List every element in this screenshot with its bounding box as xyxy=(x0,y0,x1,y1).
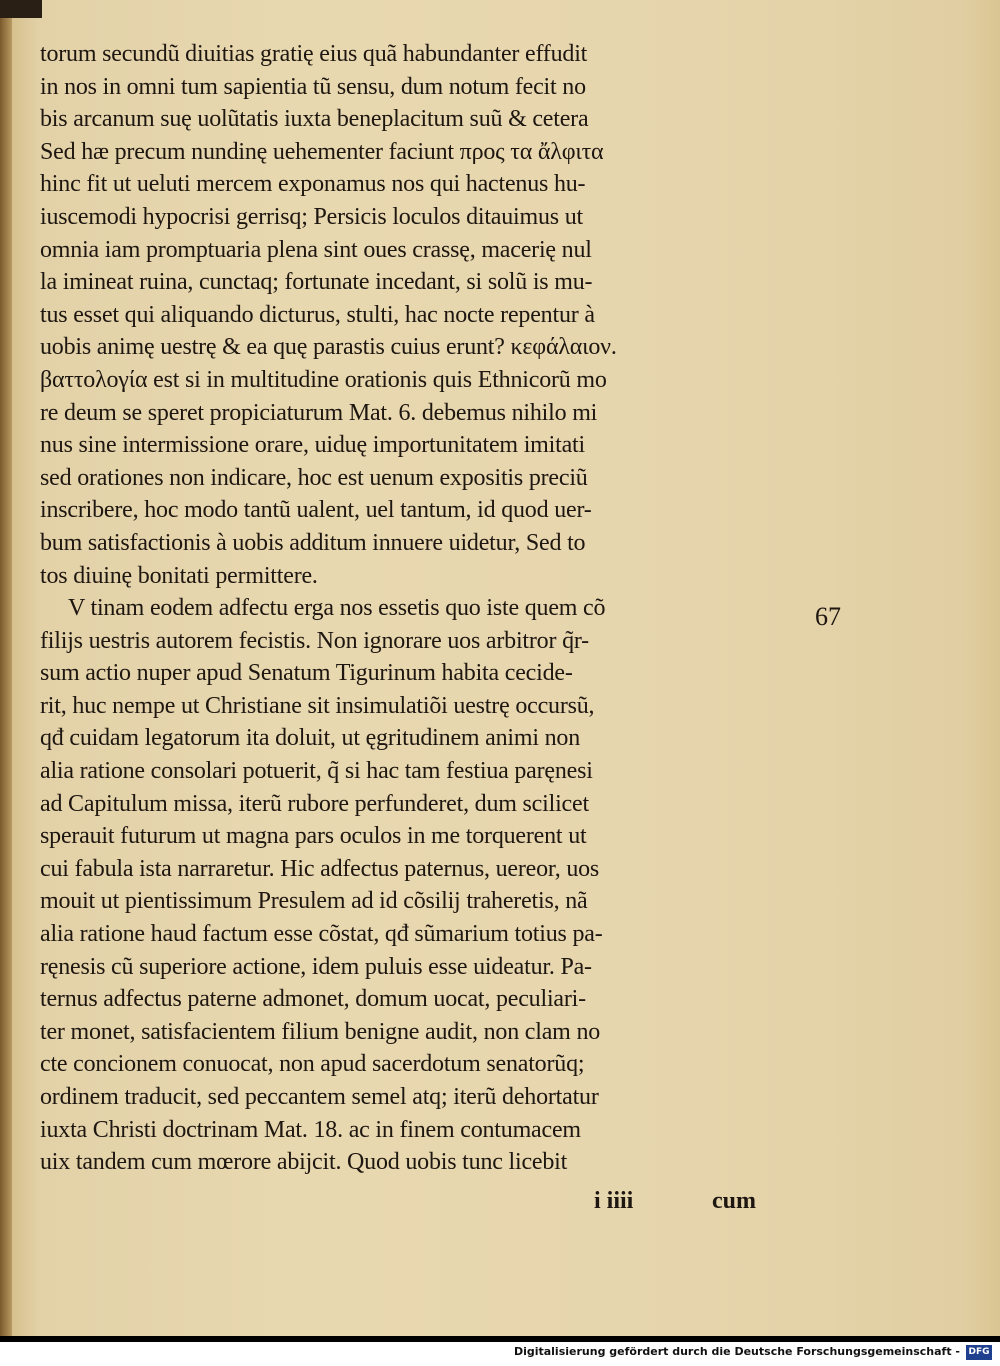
text-line: ręnesis cũ superiore actione, idem puluis esse uideatur. Pa- xyxy=(40,953,592,980)
dfg-logo: DFG xyxy=(966,1345,992,1360)
text-line: bum satisfactionis à uobis additum innuere uidetur, Sed to xyxy=(40,529,586,556)
text-line: sum actio nuper apud Senatum Tigurinum habita cecide- xyxy=(40,660,573,687)
text-line: ordinem traducit, sed peccantem semel atq; iterũ dehortatur xyxy=(40,1084,599,1110)
text-line: tos diuinę bonitati permittere. xyxy=(40,562,318,589)
signature-mark: i iiii xyxy=(594,1188,634,1214)
text-line: tus esset qui aliquando dicturus, stulti, hac nocte repentur à xyxy=(40,301,595,328)
footer-bar xyxy=(0,1342,1000,1366)
page-corner xyxy=(0,0,42,18)
text-line: re deum se speret propiciaturum Mat. 6. debemus nihilo mi xyxy=(40,399,598,426)
footer-credit: Digitalisierung gefördert durch die Deutsche Forschungsgemeinschaft - xyxy=(513,1345,960,1358)
text-line: rit, huc nempe ut Christiane sit insimulatiõi uestrę occursũ, xyxy=(40,692,595,719)
page-number: 67 xyxy=(815,602,841,631)
catchword: cum xyxy=(712,1188,756,1214)
text-line: Sed hæ precum nundinę uehementer faciunt προς τα ἄλφιτα xyxy=(40,138,604,165)
text-line: omnia iam promptuaria plena sint oues crassę, macerię nul xyxy=(40,236,592,263)
text-line: qđ cuidam legatorum ita doluit, ut ęgritudinem animi non xyxy=(40,725,581,752)
text-line: mouit ut pientissimum Presulem ad id cõsilij traheretis, nã xyxy=(40,888,588,915)
text-line: uobis animę uestrę & ea quę parastis cuius erunt? κεφάλαιον. xyxy=(40,334,617,361)
text-line: uix tandem cum mœrore abijcit. Quod uobis tunc licebit xyxy=(40,1149,568,1176)
text-line: alia ratione haud factum esse cõstat, qđ sũmarium totius pa- xyxy=(40,921,603,948)
text-line: ternus adfectus paterne admonet, domum uocat, peculiari- xyxy=(40,986,586,1013)
text-line: iuscemodi hypocrisi gerrisq; Persicis loculos ditauimus ut xyxy=(40,203,584,230)
text-line: la imineat ruina, cunctaq; fortunate incedant, si solũ is mu- xyxy=(40,269,593,296)
text-line: sperauit futurum ut magna pars oculos in me torquerent ut xyxy=(40,823,587,850)
page-gutter xyxy=(0,0,12,1336)
text-line: ter monet, satisfacientem filium benigne audit, non clam no xyxy=(40,1018,601,1045)
text-line: nus sine intermissione orare, uiduę importunitatem imitati xyxy=(40,432,585,459)
text-line: torum secundũ diuitias gratię eius quã habundanter effudit xyxy=(40,41,588,67)
text-line: sed orationes non indicare, hoc est uenum expositis preciũ xyxy=(40,464,588,491)
text-line: alia ratione consolari potuerit, q̃ si hac tam festiua paręnesi xyxy=(40,758,593,785)
text-line: inscribere, hoc modo tantũ ualent, uel tantum, id quod uer- xyxy=(40,497,592,524)
text-line: ad Capitulum missa, iterũ rubore perfunderet, dum scilicet xyxy=(40,790,589,817)
text-line: iuxta Christi doctrinam Mat. 18. ac in finem contumacem xyxy=(40,1116,581,1143)
text-line: filijs uestris autorem fecistis. Non ignorare uos arbitror q̃r- xyxy=(40,627,589,654)
text-line: in nos in omni tum sapientia tũ sensu, dum notum fecit no xyxy=(40,73,586,100)
text-line: V tinam eodem adfectu erga nos essetis quo iste quem cõ xyxy=(68,595,606,622)
text-line: cte concionem conuocat, non apud sacerdotum senatorũq; xyxy=(40,1051,585,1078)
text-line: cui fabula ista narraretur. Hic adfectus paternus, uereor, uos xyxy=(40,855,600,882)
text-line: βαττολογία est si in multitudine orationis quis Ethnicorũ mo xyxy=(40,366,607,393)
text-line: hinc fit ut ueluti mercem exponamus nos qui hactenus hu- xyxy=(40,171,586,198)
text-block xyxy=(40,38,782,1179)
text-line: bis arcanum suę uolũtatis iuxta beneplacitum suũ & cetera xyxy=(40,106,589,133)
